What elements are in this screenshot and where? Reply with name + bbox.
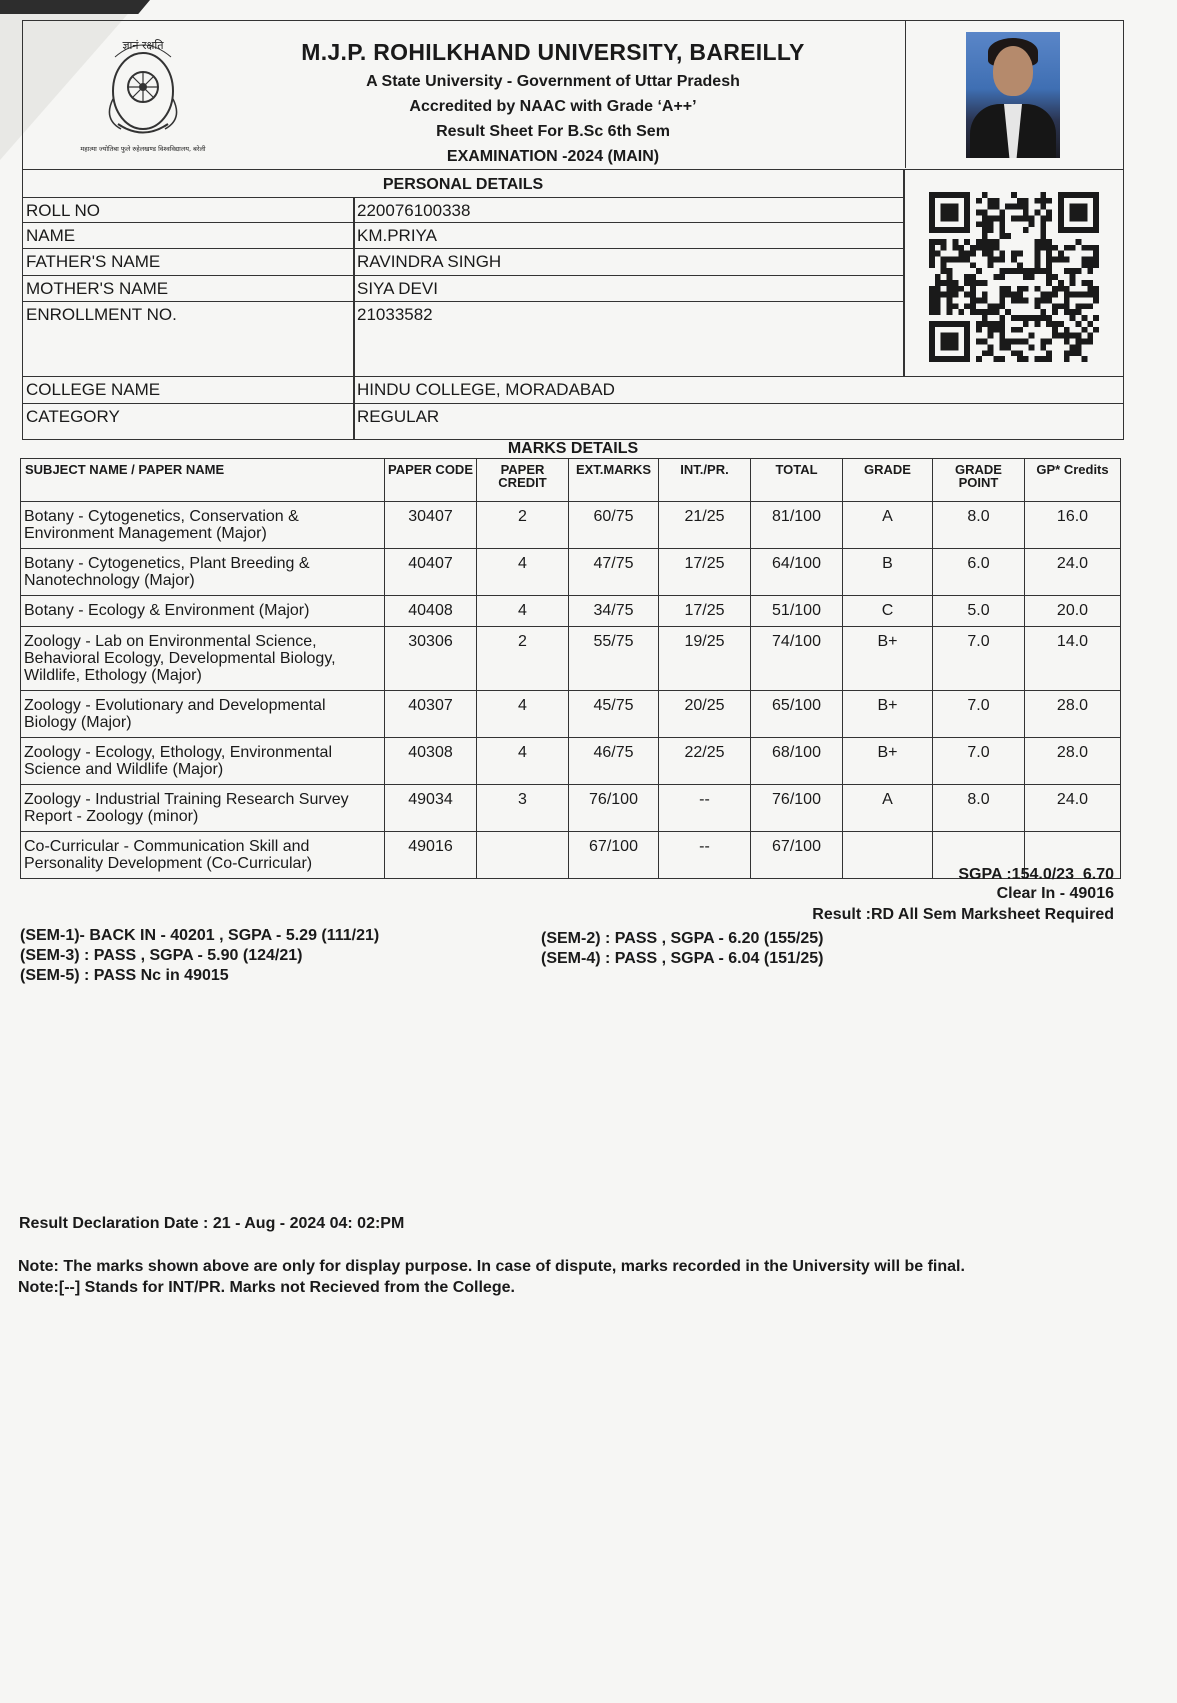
- semester-results-left: [20, 926, 379, 986]
- table-row: [21, 627, 1121, 691]
- qr-divider: [903, 170, 905, 377]
- paper-code: 30306: [385, 627, 477, 691]
- ext-marks: 76/100: [569, 785, 659, 832]
- header-subject: SUBJECT NAME / PAPER NAME: [21, 459, 385, 502]
- paper-credit: 4: [477, 596, 569, 627]
- ext-marks: 67/100: [569, 832, 659, 879]
- paper-credit: 2: [477, 627, 569, 691]
- naac-accreditation: Accredited by NAAC with Grade ‘A++’: [409, 98, 697, 115]
- ext-marks: 34/75: [569, 596, 659, 627]
- grade: [843, 832, 933, 879]
- result-status: Result :RD All Sem Marksheet Required: [812, 906, 1114, 923]
- grade-point: 7.0: [933, 627, 1025, 691]
- row-college-name: [23, 377, 1123, 404]
- total-marks: 65/100: [751, 691, 843, 738]
- student-photo: [966, 32, 1060, 158]
- gp-credits: 28.0: [1025, 738, 1121, 785]
- table-row: [21, 832, 1121, 879]
- sgpa-line: [958, 865, 1114, 884]
- marks-details-title: MARKS DETAILS: [507, 440, 639, 457]
- paper-code: 30407: [385, 502, 477, 549]
- total-marks: 81/100: [751, 502, 843, 549]
- value-category: REGULAR: [357, 407, 440, 426]
- header-text: [243, 39, 863, 166]
- value-name: KM.PRIYA: [357, 226, 437, 245]
- gp-credits: 24.0: [1025, 549, 1121, 596]
- row-mothers-name: [23, 276, 903, 302]
- logo-motto: ज्ञानं रक्षति: [122, 39, 164, 52]
- value-roll-no: 220076100338: [357, 201, 471, 220]
- paper-code: 49016: [385, 832, 477, 879]
- subject-name: Botany - Cytogenetics, Plant Breeding & Nanotechnology (Major): [21, 549, 385, 596]
- gp-credits: 24.0: [1025, 785, 1121, 832]
- subject-name: Co-Curricular - Communication Skill and Personality Development (Co-Curricular): [21, 832, 385, 879]
- total-marks: 64/100: [751, 549, 843, 596]
- table-row: [21, 596, 1121, 627]
- total-marks: 68/100: [751, 738, 843, 785]
- int-pr-marks: 22/25: [659, 738, 751, 785]
- value-mothers-name: SIYA DEVI: [357, 279, 438, 298]
- paper-credit: 3: [477, 785, 569, 832]
- sgpa-value: 6.70: [1082, 866, 1114, 883]
- examination-title: EXAMINATION -2024 (MAIN): [446, 148, 660, 165]
- grade: B+: [843, 627, 933, 691]
- row-roll-no: [23, 197, 903, 223]
- int-pr-marks: 17/25: [659, 549, 751, 596]
- grade-point: 7.0: [933, 691, 1025, 738]
- subject-name: Zoology - Evolutionary and Developmental Biology (Major): [21, 691, 385, 738]
- paper-credit: 4: [477, 549, 569, 596]
- grade: B+: [843, 738, 933, 785]
- table-row: [21, 691, 1121, 738]
- logo-caption: महात्मा ज्योतिबा फुले रुहेलखण्ड विश्वविद्यालय, बरेली: [80, 145, 206, 153]
- row-category: [23, 404, 1123, 440]
- int-pr-marks: 21/25: [659, 502, 751, 549]
- int-pr-marks: 19/25: [659, 627, 751, 691]
- label-enrollment-no: ENROLLMENT NO.: [26, 305, 177, 324]
- subject-name: Zoology - Ecology, Ethology, Environmental Science and Wildlife (Major): [21, 738, 385, 785]
- column-divider: [353, 197, 355, 440]
- header-box: [22, 20, 1124, 170]
- paper-credit: 4: [477, 691, 569, 738]
- gp-credits: 14.0: [1025, 627, 1121, 691]
- sem-4-result: (SEM-4) : PASS , SGPA - 6.04 (151/25): [541, 950, 824, 967]
- university-logo-icon: [73, 29, 213, 164]
- paper-code: 49034: [385, 785, 477, 832]
- total-marks: 74/100: [751, 627, 843, 691]
- paper-credit: [477, 832, 569, 879]
- header-total: TOTAL: [751, 459, 843, 502]
- grade-point: 8.0: [933, 785, 1025, 832]
- header-paper-credit: PAPER CREDIT: [477, 459, 569, 502]
- value-enrollment-no: 21033582: [357, 305, 433, 324]
- page-corner-shadow: [0, 0, 150, 14]
- label-mothers-name: MOTHER'S NAME: [26, 279, 169, 298]
- grade-point: 7.0: [933, 738, 1025, 785]
- gp-credits: 20.0: [1025, 596, 1121, 627]
- row-name: [23, 223, 903, 249]
- paper-code: 40408: [385, 596, 477, 627]
- value-fathers-name: RAVINDRA SINGH: [357, 252, 502, 271]
- header-gp-credits: GP* Credits: [1025, 459, 1121, 502]
- paper-code: 40307: [385, 691, 477, 738]
- note-int-pr: Note:[--] Stands for INT/PR. Marks not Recieved from the College.: [18, 1279, 515, 1296]
- notes: [18, 1256, 965, 1298]
- university-name: M.J.P. ROHILKHAND UNIVERSITY, BAREILLY: [301, 39, 805, 65]
- paper-code: 40308: [385, 738, 477, 785]
- semester-results-right: [541, 929, 823, 969]
- grade: C: [843, 596, 933, 627]
- header-ext-marks: EXT.MARKS: [569, 459, 659, 502]
- marks-table: [20, 458, 1121, 879]
- ext-marks: 46/75: [569, 738, 659, 785]
- qr-code-icon: [929, 192, 1099, 362]
- grade-point: 8.0: [933, 502, 1025, 549]
- total-marks: 76/100: [751, 785, 843, 832]
- university-subtitle: A State University - Government of Uttar Pradesh: [366, 73, 740, 90]
- subject-name: Botany - Ecology & Environment (Major): [21, 596, 385, 627]
- note-dispute: Note: The marks shown above are only for display purpose. In case of dispute, marks recorded in the University will be final.: [18, 1258, 965, 1275]
- label-college-name: COLLEGE NAME: [26, 380, 161, 399]
- marks-header-row: [21, 459, 1121, 502]
- subject-name: Botany - Cytogenetics, Conservation & Environment Management (Major): [21, 502, 385, 549]
- header-grade: GRADE: [843, 459, 933, 502]
- table-row: [21, 502, 1121, 549]
- header-paper-code: PAPER CODE: [385, 459, 477, 502]
- ext-marks: 55/75: [569, 627, 659, 691]
- int-pr-marks: 20/25: [659, 691, 751, 738]
- total-marks: 51/100: [751, 596, 843, 627]
- result-declaration-date: Result Declaration Date : 21 - Aug - 2024 04: 02:PM: [19, 1215, 405, 1232]
- paper-credit: 4: [477, 738, 569, 785]
- label-category: CATEGORY: [26, 407, 120, 426]
- label-fathers-name: FATHER'S NAME: [26, 252, 161, 271]
- sgpa-summary: [958, 865, 1114, 903]
- gp-credits: 16.0: [1025, 502, 1121, 549]
- personal-details-title: PERSONAL DETAILS: [382, 176, 544, 193]
- gp-credits: 28.0: [1025, 691, 1121, 738]
- result-sheet-title: Result Sheet For B.Sc 6th Sem: [436, 123, 670, 140]
- subject-name: Zoology - Industrial Training Research Survey Report - Zoology (minor): [21, 785, 385, 832]
- total-marks: 67/100: [751, 832, 843, 879]
- table-row: [21, 738, 1121, 785]
- photo-cell: [905, 21, 1124, 168]
- grade: A: [843, 785, 933, 832]
- subject-name: Zoology - Lab on Environmental Science, Behavioral Ecology, Developmental Biology, Wildlife, Ethology (Major): [21, 627, 385, 691]
- ext-marks: 60/75: [569, 502, 659, 549]
- sem-2-result: (SEM-2) : PASS , SGPA - 6.20 (155/25): [541, 930, 824, 947]
- grade-point: 6.0: [933, 549, 1025, 596]
- table-row: [21, 549, 1121, 596]
- int-pr-marks: --: [659, 832, 751, 879]
- paper-credit: 2: [477, 502, 569, 549]
- grade: B: [843, 549, 933, 596]
- clear-in: Clear In - 49016: [996, 885, 1114, 902]
- paper-code: 40407: [385, 549, 477, 596]
- header-grade-point: GRADE POINT: [933, 459, 1025, 502]
- sem-1-result: (SEM-1)- BACK IN - 40201 , SGPA - 5.29 (111/21): [20, 927, 380, 944]
- header-int-pr: INT./PR.: [659, 459, 751, 502]
- table-row: [21, 785, 1121, 832]
- sem-3-result: (SEM-3) : PASS , SGPA - 5.90 (124/21): [20, 947, 303, 964]
- value-college-name: HINDU COLLEGE, MORADABAD: [357, 380, 615, 399]
- row-fathers-name: [23, 249, 903, 276]
- grade-point: 5.0: [933, 596, 1025, 627]
- ext-marks: 45/75: [569, 691, 659, 738]
- int-pr-marks: 17/25: [659, 596, 751, 627]
- grade: A: [843, 502, 933, 549]
- ext-marks: 47/75: [569, 549, 659, 596]
- grade: B+: [843, 691, 933, 738]
- label-roll-no: ROLL NO: [26, 201, 101, 220]
- label-name: NAME: [26, 226, 76, 245]
- sgpa-label: SGPA :154.0/23: [958, 866, 1074, 883]
- sem-5-result: (SEM-5) : PASS Nc in 49015: [20, 967, 229, 984]
- int-pr-marks: --: [659, 785, 751, 832]
- personal-details-section: [22, 170, 1124, 440]
